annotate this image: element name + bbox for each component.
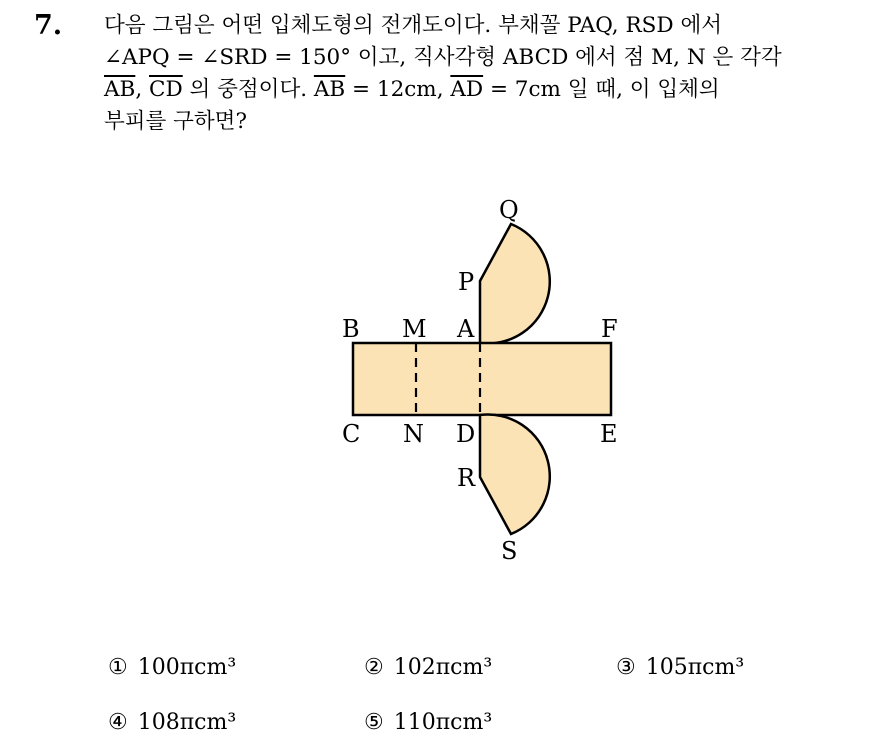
choice-3-value: 105πcm³ bbox=[645, 655, 745, 680]
label-n: N bbox=[403, 420, 424, 448]
question-line-4: 부피를 구하면? bbox=[104, 109, 247, 134]
label-q: Q bbox=[499, 196, 519, 224]
label-b: B bbox=[342, 315, 360, 343]
rectangle-bcef bbox=[353, 343, 611, 415]
choice-2-value: 102πcm³ bbox=[393, 655, 493, 680]
text-ab-value: = 12cm, bbox=[345, 77, 451, 102]
segment-cd: $\overline{CD}$ bbox=[149, 77, 183, 102]
choice-5-value: 110πcm³ bbox=[393, 710, 493, 735]
label-r: R bbox=[457, 464, 476, 492]
choice-4-value: 108πcm³ bbox=[137, 710, 237, 735]
label-f: F bbox=[601, 315, 618, 343]
question-number: 7. bbox=[34, 10, 63, 41]
segment-ab-length: $\overline{AB}$ bbox=[313, 77, 346, 102]
label-e: E bbox=[600, 420, 618, 448]
label-m: M bbox=[402, 315, 427, 343]
label-c: C bbox=[342, 420, 361, 448]
question-line-2: ∠APQ = ∠SRD = 150° 이고, 직사각형 ABCD 에서 점 M, N 은 각각 bbox=[104, 45, 782, 70]
label-s: S bbox=[501, 537, 518, 565]
choice-1-value: 100πcm³ bbox=[137, 655, 237, 680]
label-a: A bbox=[457, 315, 475, 343]
choice-4-mark: ④ bbox=[108, 710, 128, 735]
segment-ab: $\overline{AB}$ bbox=[104, 77, 136, 102]
text-sep: , bbox=[135, 77, 149, 102]
choice-4[interactable] bbox=[108, 710, 236, 735]
choice-1[interactable] bbox=[108, 655, 236, 680]
choice-3-mark: ③ bbox=[616, 655, 636, 680]
segment-ad-length: $\overline{AD}$ bbox=[450, 77, 484, 102]
text-ad-value: = 7cm 일 때, 이 입체의 bbox=[483, 77, 720, 102]
label-p: P bbox=[458, 268, 475, 296]
sector-rsd bbox=[480, 415, 550, 534]
choice-2[interactable] bbox=[364, 655, 492, 680]
choice-1-mark: ① bbox=[108, 655, 128, 680]
choice-5[interactable] bbox=[364, 710, 492, 735]
text-mid: 의 중점이다. bbox=[182, 77, 314, 102]
choice-2-mark: ② bbox=[364, 655, 384, 680]
question-line-1: 다음 그림은 어떤 입체도형의 전개도이다. 부채꼴 PAQ, RSD 에서 bbox=[104, 13, 722, 38]
sector-paq bbox=[480, 224, 550, 343]
label-d: D bbox=[456, 420, 476, 448]
choice-5-mark: ⑤ bbox=[364, 710, 384, 735]
choice-3[interactable] bbox=[616, 655, 744, 680]
